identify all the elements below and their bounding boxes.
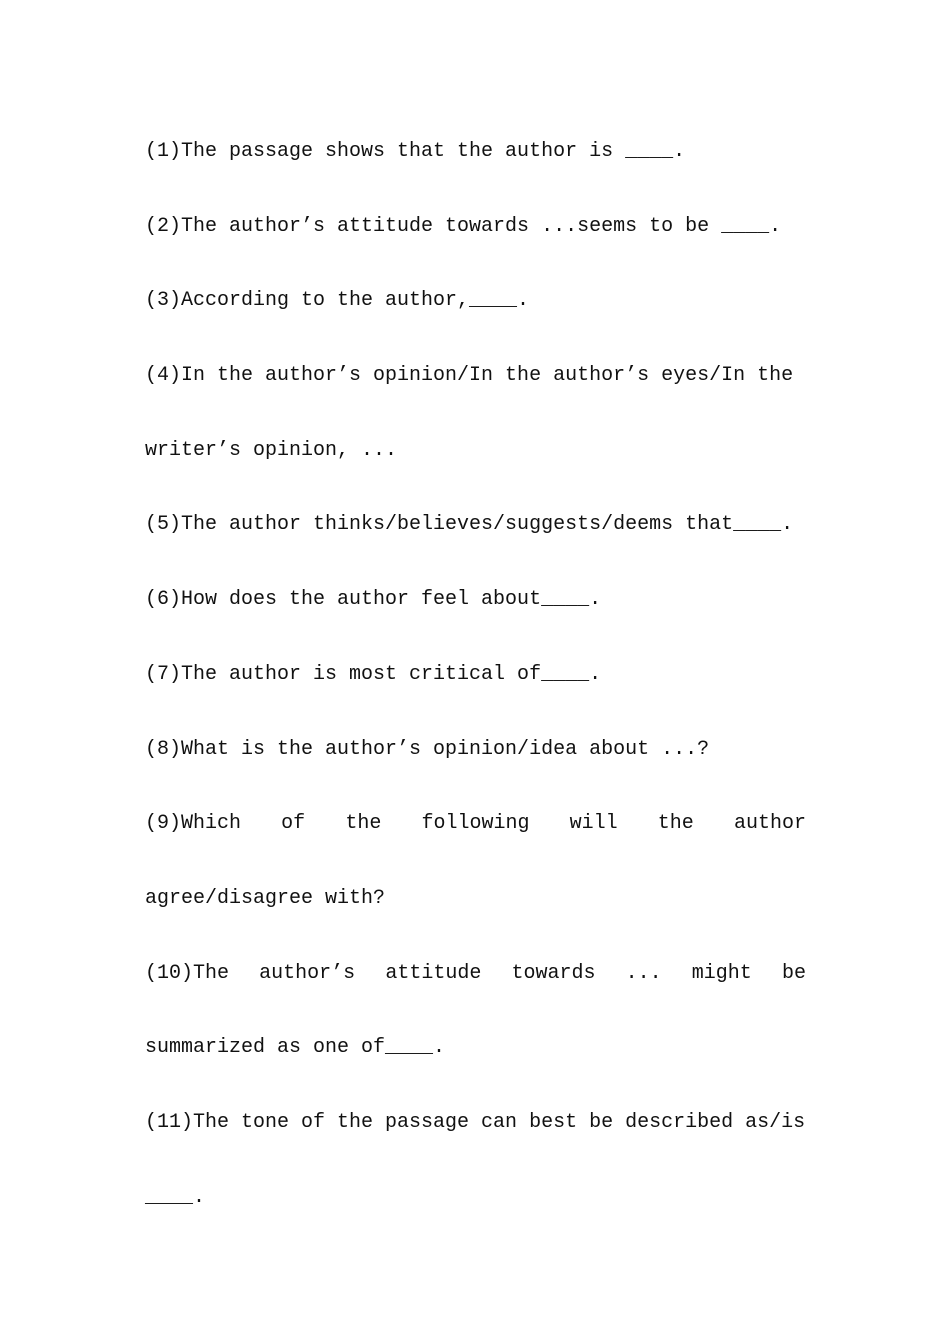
word: the bbox=[657, 812, 694, 836]
question-line-9 bbox=[145, 805, 806, 880]
word: author bbox=[733, 812, 806, 836]
question-line-9-cont: agree/disagree with? bbox=[145, 886, 386, 910]
question-line-10 bbox=[145, 955, 806, 1030]
word: will bbox=[569, 812, 618, 836]
question-line-5: (5)The author thinks/believes/suggests/deems that____. bbox=[145, 513, 794, 537]
question-line-8: (8)What is the author’s opinion/idea about ...? bbox=[145, 737, 710, 761]
word: attitude bbox=[385, 961, 482, 985]
question-list bbox=[145, 133, 806, 1253]
word: of bbox=[281, 812, 306, 836]
word: towards bbox=[511, 961, 596, 985]
question-line-4 bbox=[145, 357, 806, 432]
word: might bbox=[691, 961, 752, 985]
word: be bbox=[781, 961, 806, 985]
question-line-2: (2)The author’s attitude towards ...seems to be ____. bbox=[145, 214, 782, 238]
question-line-3: (3)According to the author,____. bbox=[145, 289, 530, 313]
question-line-10-cont: summarized as one of____. bbox=[145, 1036, 446, 1060]
word: following bbox=[421, 812, 530, 836]
question-line-4-cont: writer’s opinion, ... bbox=[145, 438, 398, 462]
question-line-11-cont: ____. bbox=[145, 1185, 206, 1209]
question-line-4-text: (4)In the author’s opinion/In the author’s eyes/In the bbox=[145, 364, 794, 388]
question-line-6: (6)How does the author feel about____. bbox=[145, 588, 602, 612]
word: author’s bbox=[259, 961, 356, 985]
word: ... bbox=[625, 961, 662, 985]
word: (9)Which bbox=[145, 812, 242, 836]
question-line-11: (11)The tone of the passage can best be described as/is bbox=[145, 1110, 806, 1134]
question-line-1: (1)The passage shows that the author is ____. bbox=[145, 140, 686, 163]
word: (10)The bbox=[145, 961, 230, 985]
question-line-7: (7)The author is most critical of____. bbox=[145, 662, 602, 686]
word: the bbox=[345, 812, 382, 836]
